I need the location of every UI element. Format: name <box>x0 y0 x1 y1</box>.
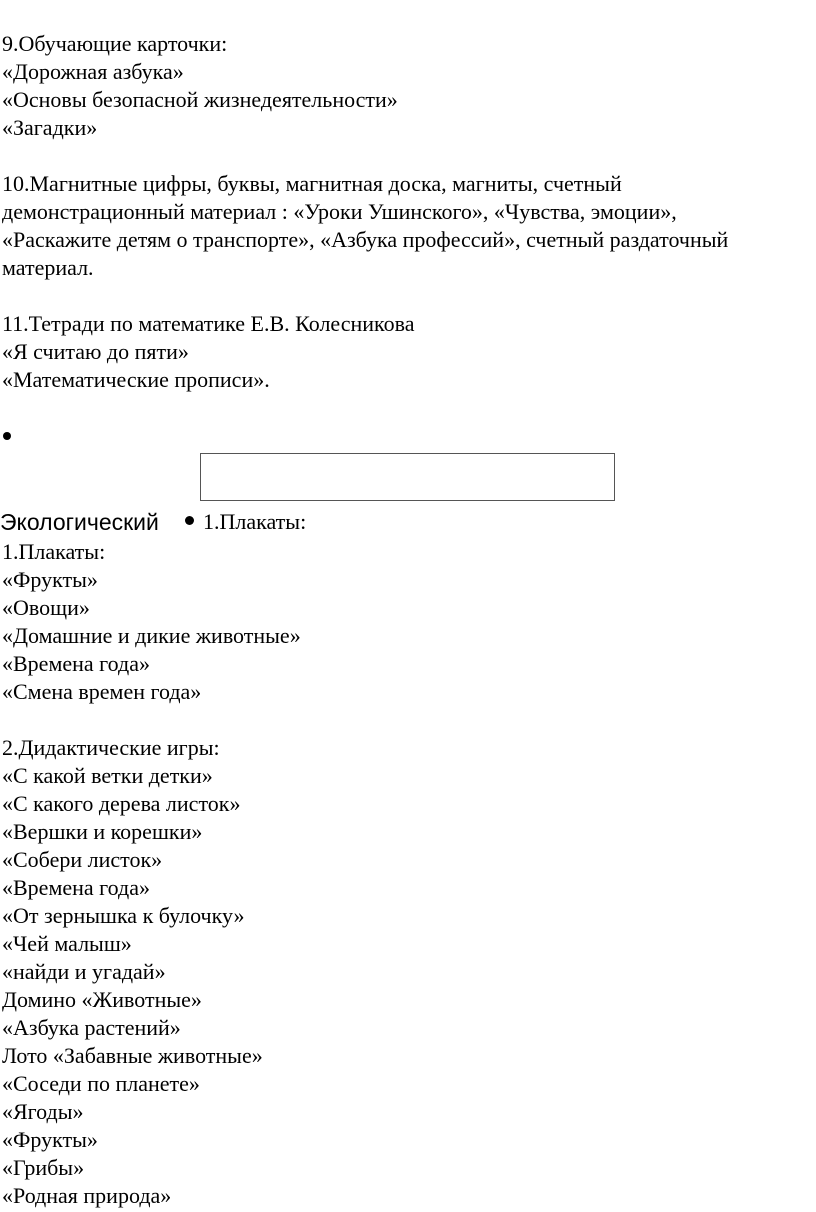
list-item: «С какого дерева листок» <box>2 791 241 816</box>
list-item: «От зернышка к булочку» <box>2 903 245 928</box>
text-line: «Основы безопасной жизнедеятельности» <box>2 87 398 112</box>
section-inline-label: 1.Плакаты: <box>203 509 307 534</box>
list-item: «Времена года» <box>2 875 150 900</box>
list-item: 1.Плакаты: <box>2 539 106 564</box>
list-item: «Соседи по планете» <box>2 1071 200 1096</box>
text-line: «Я считаю до пяти» <box>2 339 189 364</box>
empty-text-frame <box>200 453 615 501</box>
bullet-icon <box>185 516 194 525</box>
text-line: 11.Тетради по математике Е.В. Колесникова <box>2 311 415 336</box>
list-item: «Вершки и корешки» <box>2 819 203 844</box>
section-title: Экологический <box>0 509 159 535</box>
text-line: «Математические прописи». <box>2 367 270 392</box>
list-item: «Фрукты» <box>2 567 98 592</box>
text-line: материал. <box>2 255 94 280</box>
list-item: Домино «Животные» <box>2 987 202 1012</box>
text-line: 9.Обучающие карточки: <box>2 31 228 56</box>
list-item: «Чей малыш» <box>2 931 132 956</box>
list-item: «Фрукты» <box>2 1127 98 1152</box>
text-line: 10.Магнитные цифры, буквы, магнитная доска, магниты, счетный <box>2 171 622 196</box>
list-item: «Смена времен года» <box>2 679 202 704</box>
list-item: «найди и угадай» <box>2 959 166 984</box>
list-item: «С какой ветки детки» <box>2 763 213 788</box>
list-item: Лото «Забавные животные» <box>2 1043 263 1068</box>
list-item: «Времена года» <box>2 651 150 676</box>
text-line: «Раскажите детям о транспорте», «Азбука профессий», счетный раздаточный <box>2 227 729 252</box>
text-line: «Загадки» <box>2 115 98 140</box>
list-item: «Собери листок» <box>2 847 163 872</box>
list-item: «Родная природа» <box>2 1183 172 1208</box>
list-item: «Овощи» <box>2 595 90 620</box>
list-item: «Грибы» <box>2 1155 85 1180</box>
text-line: демонстрационный материал : «Уроки Ушинского», «Чувства, эмоции», <box>2 199 677 224</box>
list-item: «Домашние и дикие животные» <box>2 623 301 648</box>
list-item: «Ягоды» <box>2 1099 84 1124</box>
list-item: «Азбука растений» <box>2 1015 181 1040</box>
list-item: 2.Дидактические игры: <box>2 735 220 760</box>
text-line: «Дорожная азбука» <box>2 59 184 84</box>
bullet-icon <box>3 432 11 440</box>
